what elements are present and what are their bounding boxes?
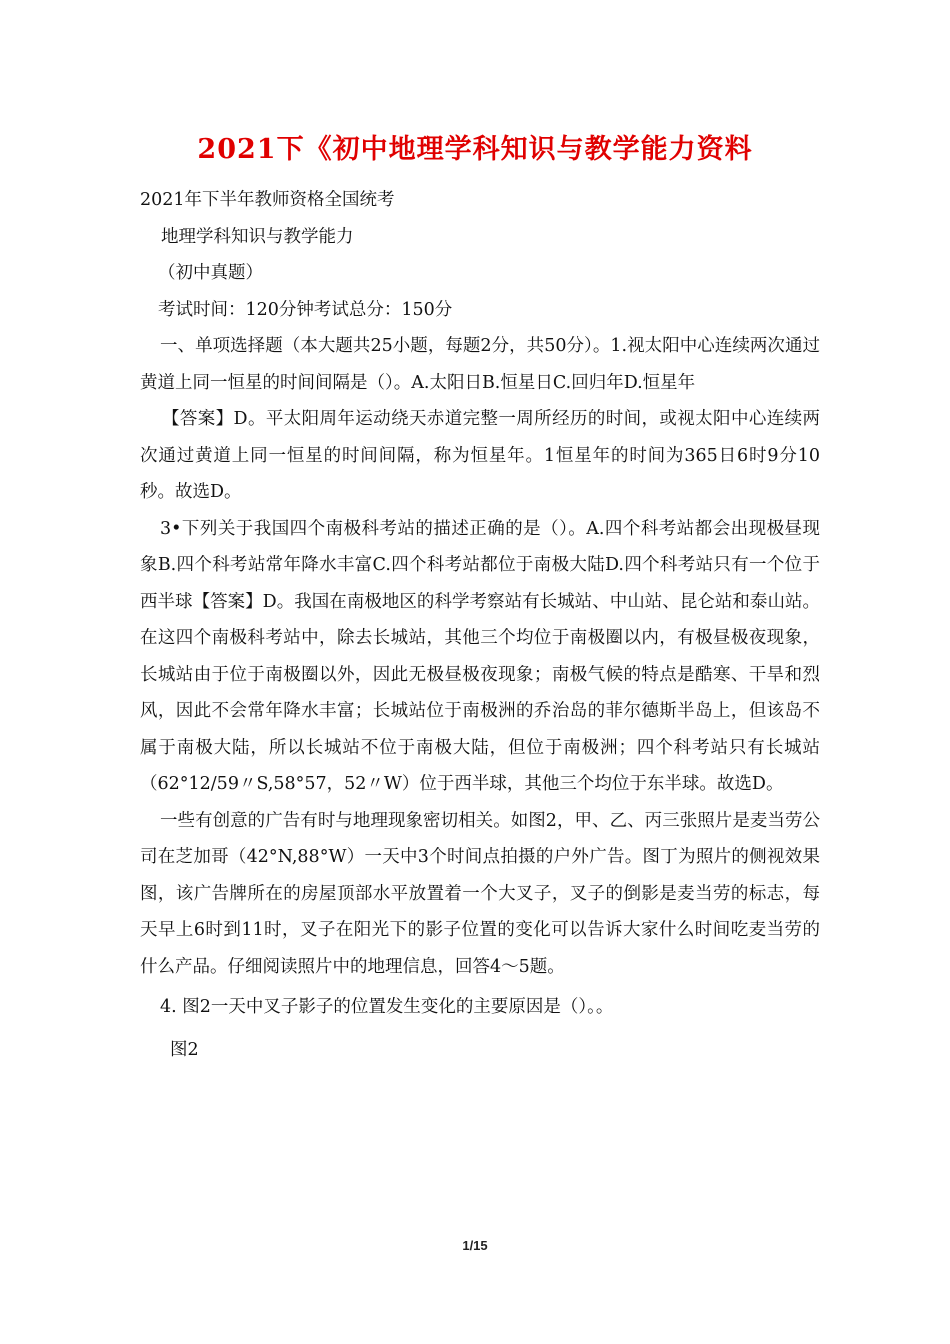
answer-1-paragraph: 【答案】D。平太阳周年运动绕天赤道完整一周所经历的时间，或视太阳中心连续两次通过黄道上同一恒星的时间间隔，称为恒星年。1恒星年的时间为365日6时9分10秒。故选D。 bbox=[140, 409, 820, 502]
exam-info-paragraph: 考试时间：120分钟考试总分：150分 bbox=[158, 299, 453, 320]
question-4-paragraph: 4. 图2一天中叉子影子的位置发生变化的主要原因是（）。。 bbox=[160, 997, 614, 1017]
question-1-paragraph: 一、单项选择题（本大题共25小题，每题2分，共50分）。1.视太阳中心连续两次通过黄道上同一恒星的时间间隔是（）。A.太阳日B.恒星日C.回归年D.恒星年 bbox=[140, 336, 820, 393]
context-4-5-paragraph: 一些有创意的广告有时与地理现象密切相关。如图2，甲、乙、丙三张照片是麦当劳公司在芝加哥（42°N,88°W）一天中3个时间点拍摄的户外广告。图丁为照片的侧视效果图，该广告牌所在的房屋顶部水平放置着一个大叉子，叉子的倒影是麦当劳的标志，每天早上6时到11时，叉子在阳光下的影子位置的变化可以告诉大家什么时间吃麦当劳的什么产品。仔细阅读照片中的地理信息，回答4〜5题。 bbox=[140, 810, 820, 977]
page-title: 2021下《初中地理学科知识与教学能力资料 bbox=[197, 134, 753, 165]
question-3-paragraph: 3•下列关于我国四个南极科考站的描述正确的是（）。A.四个科考站都会出现极昼现象B.四个科考站常年降水丰富C.四个科考站都位于南极大陆D.四个科考站只有一个位于西半球【答案】D。我国在南极地区的科学考察站有长城站、中山站、昆仑站和泰山站。在这四个南极科考站中，除去长城站，其他三个均位于南极圈以内，有极昼极夜现象，长城站由于位于南极圈以外，因此无极昼极夜现象；南极气候的特点是酷寒、干旱和烈风，因此不会常年降水丰富；长城站位于南极洲的乔治岛的菲尔德斯半岛上，但该岛不属于南极大陆，所以长城站不位于南极大陆，但位于南极洲；四个科考站只有长城站（62°12/59〃S,58°57，52〃W）位于西半球，其他三个均位于东半球。故选D。 bbox=[140, 518, 820, 794]
subject-paragraph: 地理学科知识与教学能力 bbox=[161, 226, 354, 247]
level-paragraph: （初中真题） bbox=[158, 263, 263, 283]
document-body bbox=[140, 182, 820, 1068]
exam-name-paragraph: 2021年下半年教师资格全国统考 bbox=[140, 190, 395, 210]
figure-label: 图2 bbox=[170, 1039, 199, 1060]
page-number: 1/15 bbox=[462, 1238, 488, 1253]
